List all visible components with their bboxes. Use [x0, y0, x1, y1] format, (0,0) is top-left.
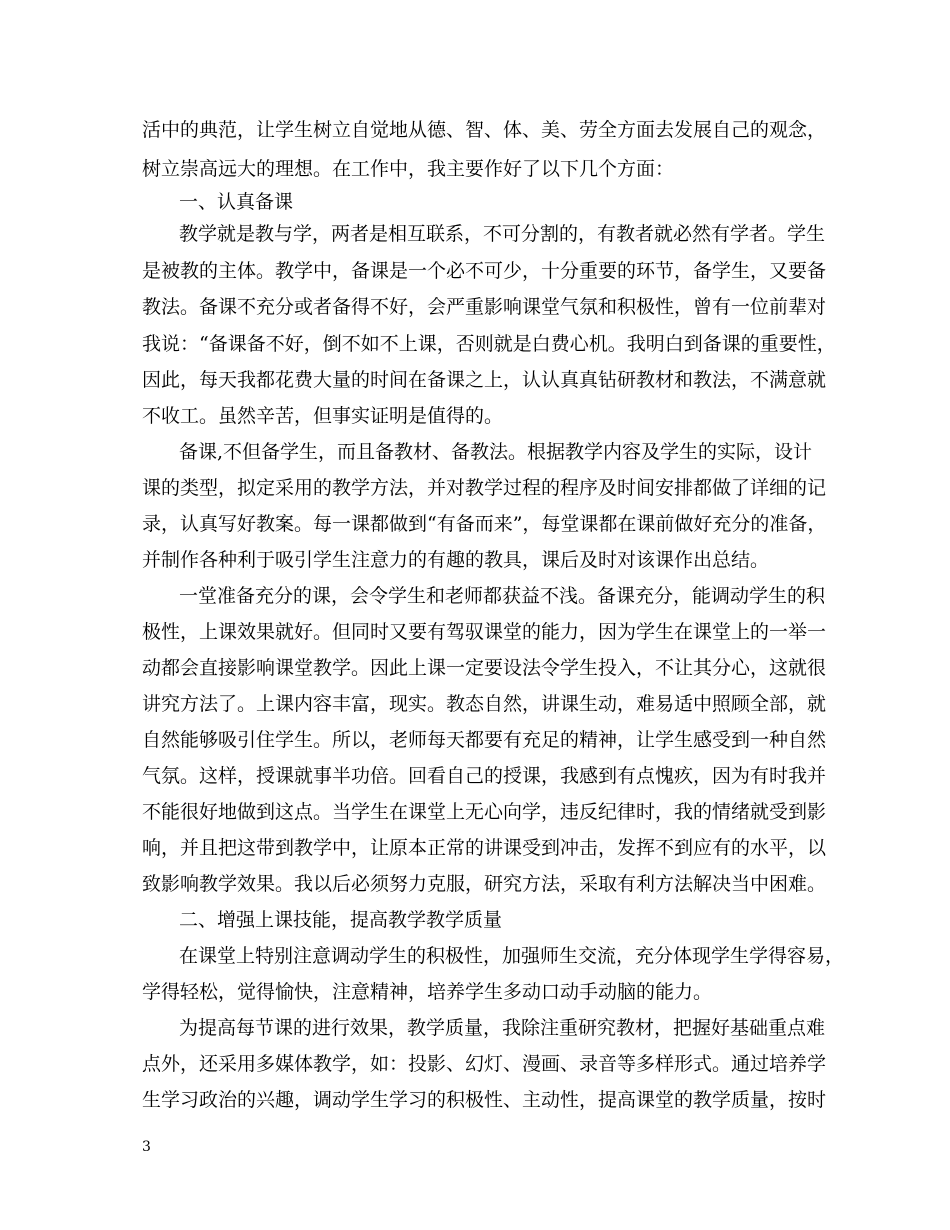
text-line: 响，并且把这带到教学中，让原本正常的讲课受到冲击，发挥不到应有的水平，以: [142, 837, 827, 859]
text-line: 教法。备课不充分或者备得不好，会严重影响课堂气氛和积极性，曾有一位前辈对: [142, 296, 827, 318]
text-line: 教学就是教与学，两者是相互联系，不可分割的，有教者就必然有学者。学生: [179, 223, 826, 245]
text-line: 不能很好地做到这点。当学生在课堂上无心向学，违反纪律时，我的情绪就受到影: [142, 801, 827, 823]
text-line: 在课堂上特别注意调动学生的积极性，加强师生交流，充分体现学生学得容易，: [179, 945, 845, 967]
text-line: 学得轻松，觉得愉快，注意精神，培养学生多动口动手动脑的能力。: [142, 981, 713, 1003]
text-line: 并制作各种利于吸引学生注意力的有趣的教具，课后及时对该课作出总结。: [142, 549, 770, 571]
text-line: 自然能够吸引住学生。所以，老师每天都要有充足的精神，让学生感受到一种自然: [142, 729, 827, 751]
text-line: 是被教的主体。教学中，备课是一个必不可少，十分重要的环节，备学生，又要备: [142, 260, 827, 282]
text-line: 我说：“备课备不好，倒不如不上课，否则就是白费心机。我明白到备课的重要性，: [142, 333, 836, 355]
text-line: 为提高每节课的进行效果，教学质量，我除注重研究教材，把握好基础重点难: [179, 1017, 826, 1039]
section-heading: 一、认真备课: [179, 191, 294, 213]
text-line: 录，认真写好教案。每一课都做到“有备而来”，每堂课都在课前做好充分的准备，: [142, 513, 827, 535]
section-heading: 二、增强上课技能，提高教学教学质量: [179, 909, 503, 931]
text-line: 讲究方法了。上课内容丰富，现实。教态自然，讲课生动，难易适中照顾全部，就: [142, 693, 827, 715]
text-line: 树立崇高远大的理想。在工作中，我主要作好了以下几个方面：: [142, 158, 675, 180]
text-line: 生学习政治的兴趣，调动学生学习的积极性、主动性，提高课堂的教学质量，按时: [142, 1089, 827, 1111]
text-line: 因此，每天我都花费大量的时间在备课之上，认认真真钻研教材和教法，不满意就: [142, 369, 827, 391]
page-number: 3: [142, 1139, 151, 1155]
text-line: 不收工。虽然辛苦，但事实证明是值得的。: [142, 405, 504, 427]
text-line: 活中的典范，让学生树立自觉地从德、智、体、美、劳全方面去发展自己的观念，: [142, 119, 827, 141]
text-line: 点外，还采用多媒体教学，如：投影、幻灯、漫画、录音等多样形式。通过培养学: [142, 1053, 827, 1075]
text-line: 致影响教学效果。我以后必须努力克服，研究方法，采取有利方法解决当中困难。: [142, 873, 827, 895]
text-line: 备课,不但备学生，而且备教材、备教法。根据教学内容及学生的实际，设计: [179, 441, 813, 463]
text-line: 极性，上课效果就好。但同时又要有驾驭课堂的能力，因为学生在课堂上的一举一: [142, 621, 827, 643]
text-line: 气氛。这样，授课就事半功倍。回看自己的授课，我感到有点愧疚，因为有时我并: [142, 765, 827, 787]
text-line: 课的类型，拟定采用的教学方法，并对教学过程的程序及时间安排都做了详细的记: [142, 477, 827, 499]
text-line: 动都会直接影响课堂教学。因此上课一定要设法令学生投入，不让其分心，这就很: [142, 657, 827, 679]
text-line: 一堂准备充分的课，会令学生和老师都获益不浅。备课充分，能调动学生的积: [179, 585, 826, 607]
